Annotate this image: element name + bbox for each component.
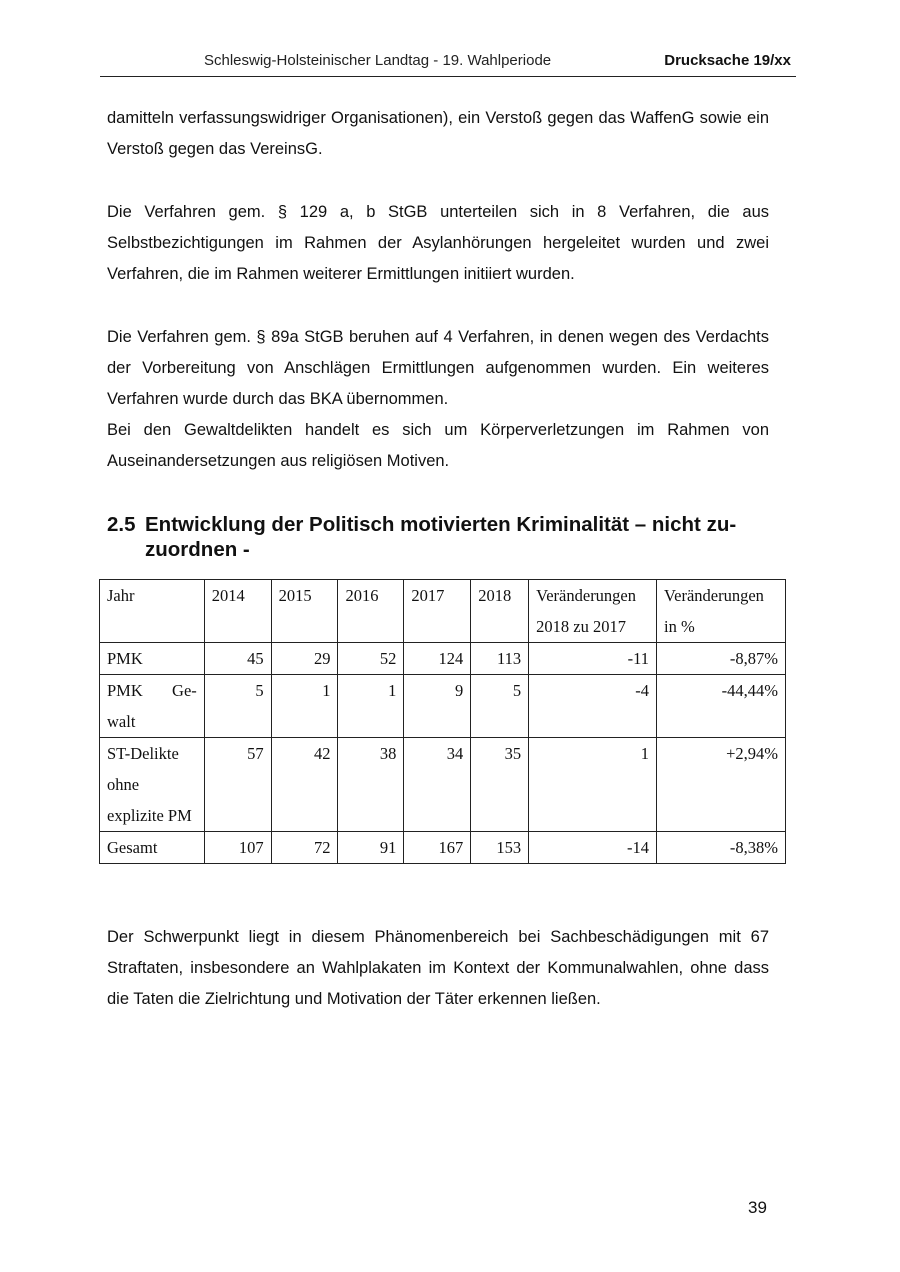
table-cell: 1 [338, 675, 404, 738]
header-cell-jahr: Jahr [100, 580, 205, 643]
paragraph-organisations: damitteln verfassungswidriger Organisationen), ein Verstoß gegen das WaffenG sowie ein Verstoß gegen das VereinsG. [107, 109, 769, 158]
table-cell: 5 [471, 675, 529, 738]
table-cell: 91 [338, 832, 404, 864]
table-header-row [100, 580, 786, 643]
table-cell: 5 [204, 675, 271, 738]
table-cell: 124 [404, 643, 471, 675]
table-cell: 42 [271, 738, 338, 832]
header-cell-change-absolute: Veränderungen 2018 zu 2017 [529, 580, 657, 643]
table-cell: -11 [529, 643, 657, 675]
table-row [100, 643, 786, 675]
page-number: 39 [748, 1198, 767, 1217]
pmk-statistics-table [99, 579, 786, 864]
header-cell-2014: 2014 [204, 580, 271, 643]
header-title: Schleswig-Holsteinischer Landtag - 19. Wahlperiode [204, 52, 552, 69]
table-cell: 34 [404, 738, 471, 832]
section-heading [107, 512, 771, 562]
table-cell: -4 [529, 675, 657, 738]
section-title-line1: Entwicklung der Politisch motivierten Kriminalität – nicht zu- [145, 513, 737, 536]
table-cell: 72 [271, 832, 338, 864]
table-cell: 45 [204, 643, 271, 675]
table-cell: 107 [204, 832, 271, 864]
header-cell-2017: 2017 [404, 580, 471, 643]
row-label: PMK [100, 643, 205, 675]
table-cell: 167 [404, 832, 471, 864]
table-cell: 38 [338, 738, 404, 832]
row-label: Gesamt [100, 832, 205, 864]
table-cell: 1 [271, 675, 338, 738]
table-row [100, 675, 786, 738]
header-cell-change-percent: Veränderungen in % [657, 580, 786, 643]
table-row [100, 738, 786, 832]
table-cell: 35 [471, 738, 529, 832]
paragraph-129ab-stgb: Die Verfahren gem. § 129 a, b StGB unterteilen sich in 8 Verfahren, die aus Selbstbezichtigungen im Rahmen der Asylanhörungen hergeleitet wurden und zwei Verfahren, die im Rahmen weiterer Ermittlungen initiiert wurden. [107, 203, 769, 283]
table-cell: -8,38% [657, 832, 786, 864]
header-cell-2018: 2018 [471, 580, 529, 643]
paragraph-89a-stgb: Die Verfahren gem. § 89a StGB beruhen auf 4 Verfahren, in denen wegen des Verdachts der Vorbereitung von Anschlägen Ermittlungen aufgenommen wurden. Ein weiteres Verfahren wurde durch das BKA übernommen. [107, 328, 769, 408]
table-cell: 113 [471, 643, 529, 675]
table-cell: 52 [338, 643, 404, 675]
row-label: PMK Ge-walt [100, 675, 205, 738]
table-cell: 153 [471, 832, 529, 864]
document-number: Drucksache 19/xx [664, 52, 791, 69]
table-cell: -14 [529, 832, 657, 864]
table-cell: 9 [404, 675, 471, 738]
header-cell-2015: 2015 [271, 580, 338, 643]
table-cell: -8,87% [657, 643, 786, 675]
header-cell-2016: 2016 [338, 580, 404, 643]
table-cell: 29 [271, 643, 338, 675]
table-cell: +2,94% [657, 738, 786, 832]
table-cell: 1 [529, 738, 657, 832]
row-label: ST-Delikte ohne explizite PM [100, 738, 205, 832]
table-row-total [100, 832, 786, 864]
page-header [100, 50, 796, 77]
table-cell: 57 [204, 738, 271, 832]
paragraph-gewaltdelikte: Bei den Gewaltdelikten handelt es sich um Körperverletzungen im Rahmen von Auseinandersetzungen aus religiösen Motiven. [107, 421, 769, 470]
section-title-line2: zuordnen - [145, 538, 250, 561]
paragraph-schwerpunkt: Der Schwerpunkt liegt in diesem Phänomenbereich bei Sachbeschädigungen mit 67 Straftaten, insbesondere an Wahlplakaten im Kontext der Kommunalwahlen, ohne dass die Taten die Zielrichtung und Motivation der Täter erkennen ließen. [107, 928, 769, 1008]
section-number: 2.5 [107, 513, 136, 536]
table-cell: -44,44% [657, 675, 786, 738]
